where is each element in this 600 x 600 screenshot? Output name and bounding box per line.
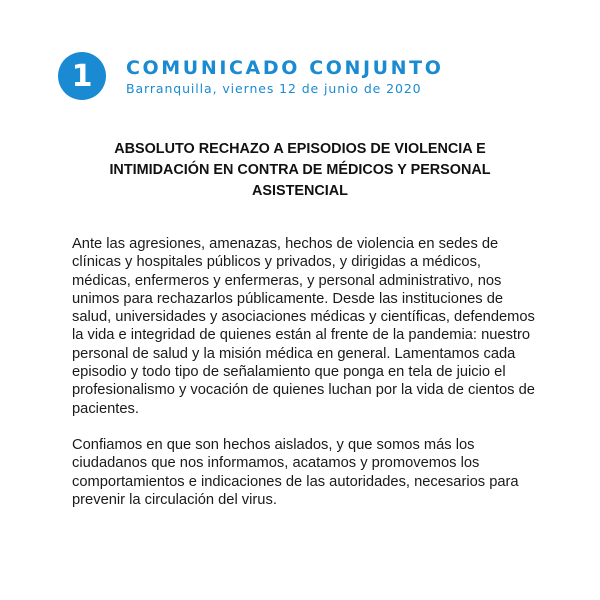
- date-line: Barranquilla, viernes 12 de junio de 2020: [126, 80, 422, 96]
- body-text: [72, 235, 542, 509]
- header-titles: [126, 57, 444, 96]
- headline: ABSOLUTO RECHAZO A EPISODIOS DE VIOLENCIA E INTIMIDACIÓN EN CONTRA DE MÉDICOS Y PERSONAL ASISTENCIAL: [109, 141, 491, 199]
- paragraph: Ante las agresiones, amenazas, hechos de violencia en sedes de clínicas y hospitales públicos y privados, y dirigidas a médicos, médicas, enfermeros y enfermeras, y personal administrativo, nos unimos para rechazarlos públicamente. Desde las instituciones de salud, universidades y asociaciones médicas y científicas, defendemos la vida e integridad de quienes están al frente de la pandemia: nuestro personal de salud y la misión médica en general. Lamentamos cada episodio y todo tipo de señalamiento que ponga en tela de juicio el profesionalismo y vocación de quienes luchan por la vida de cientos de pacientes.: [72, 236, 535, 417]
- page-title: COMUNICADO CONJUNTO: [126, 56, 444, 79]
- paragraph: Confiamos en que son hechos aislados, y que somos más los ciudadanos que nos informamos, acatamos y promovemos los comportamientos e indicaciones de las autoridades, necesarios para prevenir la circulación del virus.: [72, 436, 519, 508]
- number-badge: 1: [58, 52, 106, 100]
- header: [58, 52, 444, 100]
